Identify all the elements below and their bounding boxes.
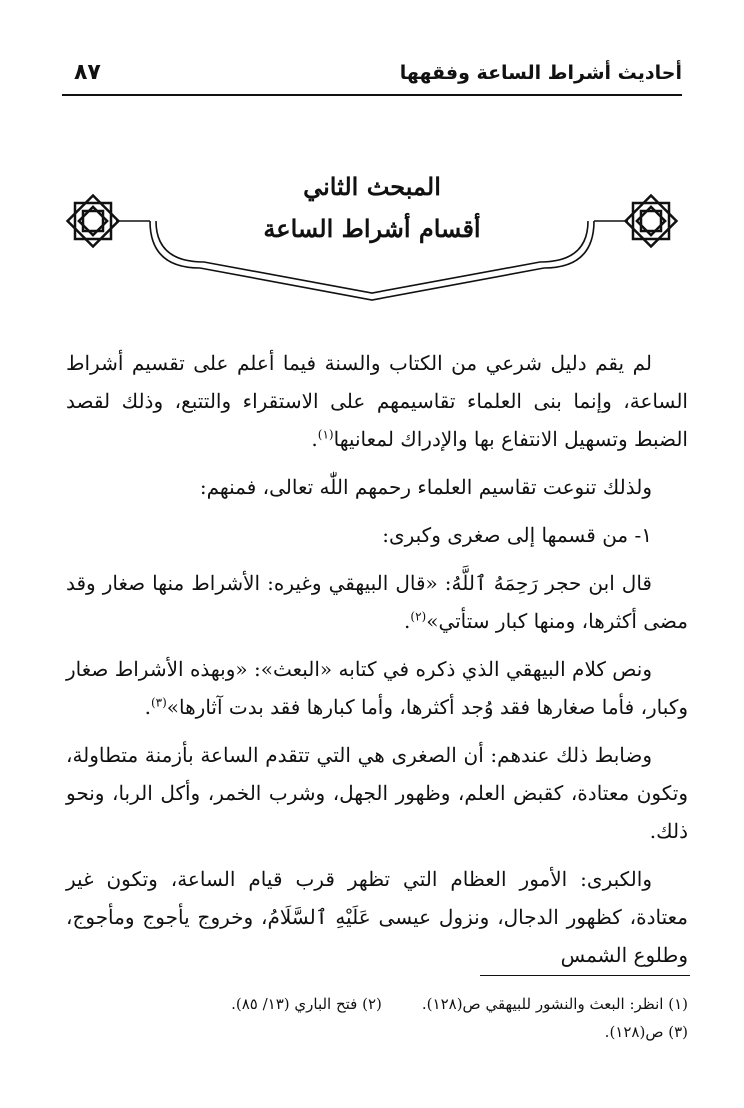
right-star-ornament-icon — [626, 196, 677, 247]
running-header-title: أحاديث أشراط الساعة وفقهها — [399, 62, 682, 84]
left-star-ornament-icon — [68, 196, 119, 247]
footnote-2: (٢) فتح الباري (١٣/ ٨٥). — [231, 995, 382, 1013]
paragraph — [66, 468, 688, 506]
paragraph-text: ونص كلام البيهقي الذي ذكره في كتابه «البعث»: «وبهذه الأشراط صغار وكبار، فأما صغارها فقد وُجد أكثرها، وأما كبارها فقد بدت آثارها» — [66, 657, 688, 719]
paragraph-text: والكبرى: الأمور العظام التي تظهر قرب قيام الساعة، وتكون غير معتادة، كظهور الدجال، ونزول عيسى عَلَيْهِ ٱلسَّلَامُ، وخروج يأجوج ومأجوج، وطلوع الشمس — [66, 867, 688, 967]
footnotes — [70, 990, 688, 1046]
paragraph-tail: . — [404, 609, 411, 633]
paragraph — [66, 564, 688, 640]
paragraph — [66, 860, 688, 974]
section-subheading: أقسام أشراط الساعة — [263, 214, 481, 243]
paragraph-tail: . — [144, 695, 151, 719]
paragraph-text: وضابط ذلك عندهم: أن الصغرى هي التي تتقدم الساعة بأزمنة متطاولة، وتكون معتادة، كقبض العلم، وظهور الجهل، وشرب الخمر، وأكل الربا، ونحو ذلك. — [66, 743, 688, 843]
footnote-row — [70, 1018, 688, 1046]
section-heading: المبحث الثاني — [303, 172, 441, 201]
paragraph — [66, 516, 688, 554]
paragraph — [66, 344, 688, 458]
footnote-ref: (١) — [317, 427, 334, 442]
footnote-1: (١) انظر: البعث والنشور للبيهقي ص(١٢٨). — [421, 995, 688, 1013]
page-number: ٨٧ — [74, 60, 101, 85]
footnote-row — [70, 990, 688, 1018]
footnote-rule — [480, 975, 690, 976]
paragraph-text: قال ابن حجر رَحِمَهُ ٱللَّهُ: «قال البيهقي وغيره: الأشراط منها صغار وقد مضى أكثرها، ومنها كبار ستأتي» — [66, 571, 688, 633]
footnote-ref: (٣) — [150, 695, 167, 710]
heading-ornament — [0, 0, 744, 320]
paragraph-text: ولذلك تنوعت تقاسيم العلماء رحمهم اللّٰه تعالى، فمنهم: — [199, 475, 652, 499]
paragraph-text: ١- من قسمها إلى صغرى وكبرى: — [382, 523, 652, 547]
paragraph — [66, 736, 688, 850]
paragraph-tail: . — [311, 427, 318, 451]
paragraph — [66, 650, 688, 726]
paragraph-text: لم يقم دليل شرعي من الكتاب والسنة فيما أعلم على تقسيم أشراط الساعة، وإنما بنى العلماء تقاسيمهم على الاستقراء والتتبع، وذلك لقصد الضبط وتسهيل الانتفاع بها والإدراك لمعانيها — [66, 351, 688, 451]
footnote-ref: (٢) — [410, 609, 427, 624]
footnote-3: (٣) ص(١٢٨). — [604, 1023, 688, 1041]
body-text — [66, 344, 688, 984]
